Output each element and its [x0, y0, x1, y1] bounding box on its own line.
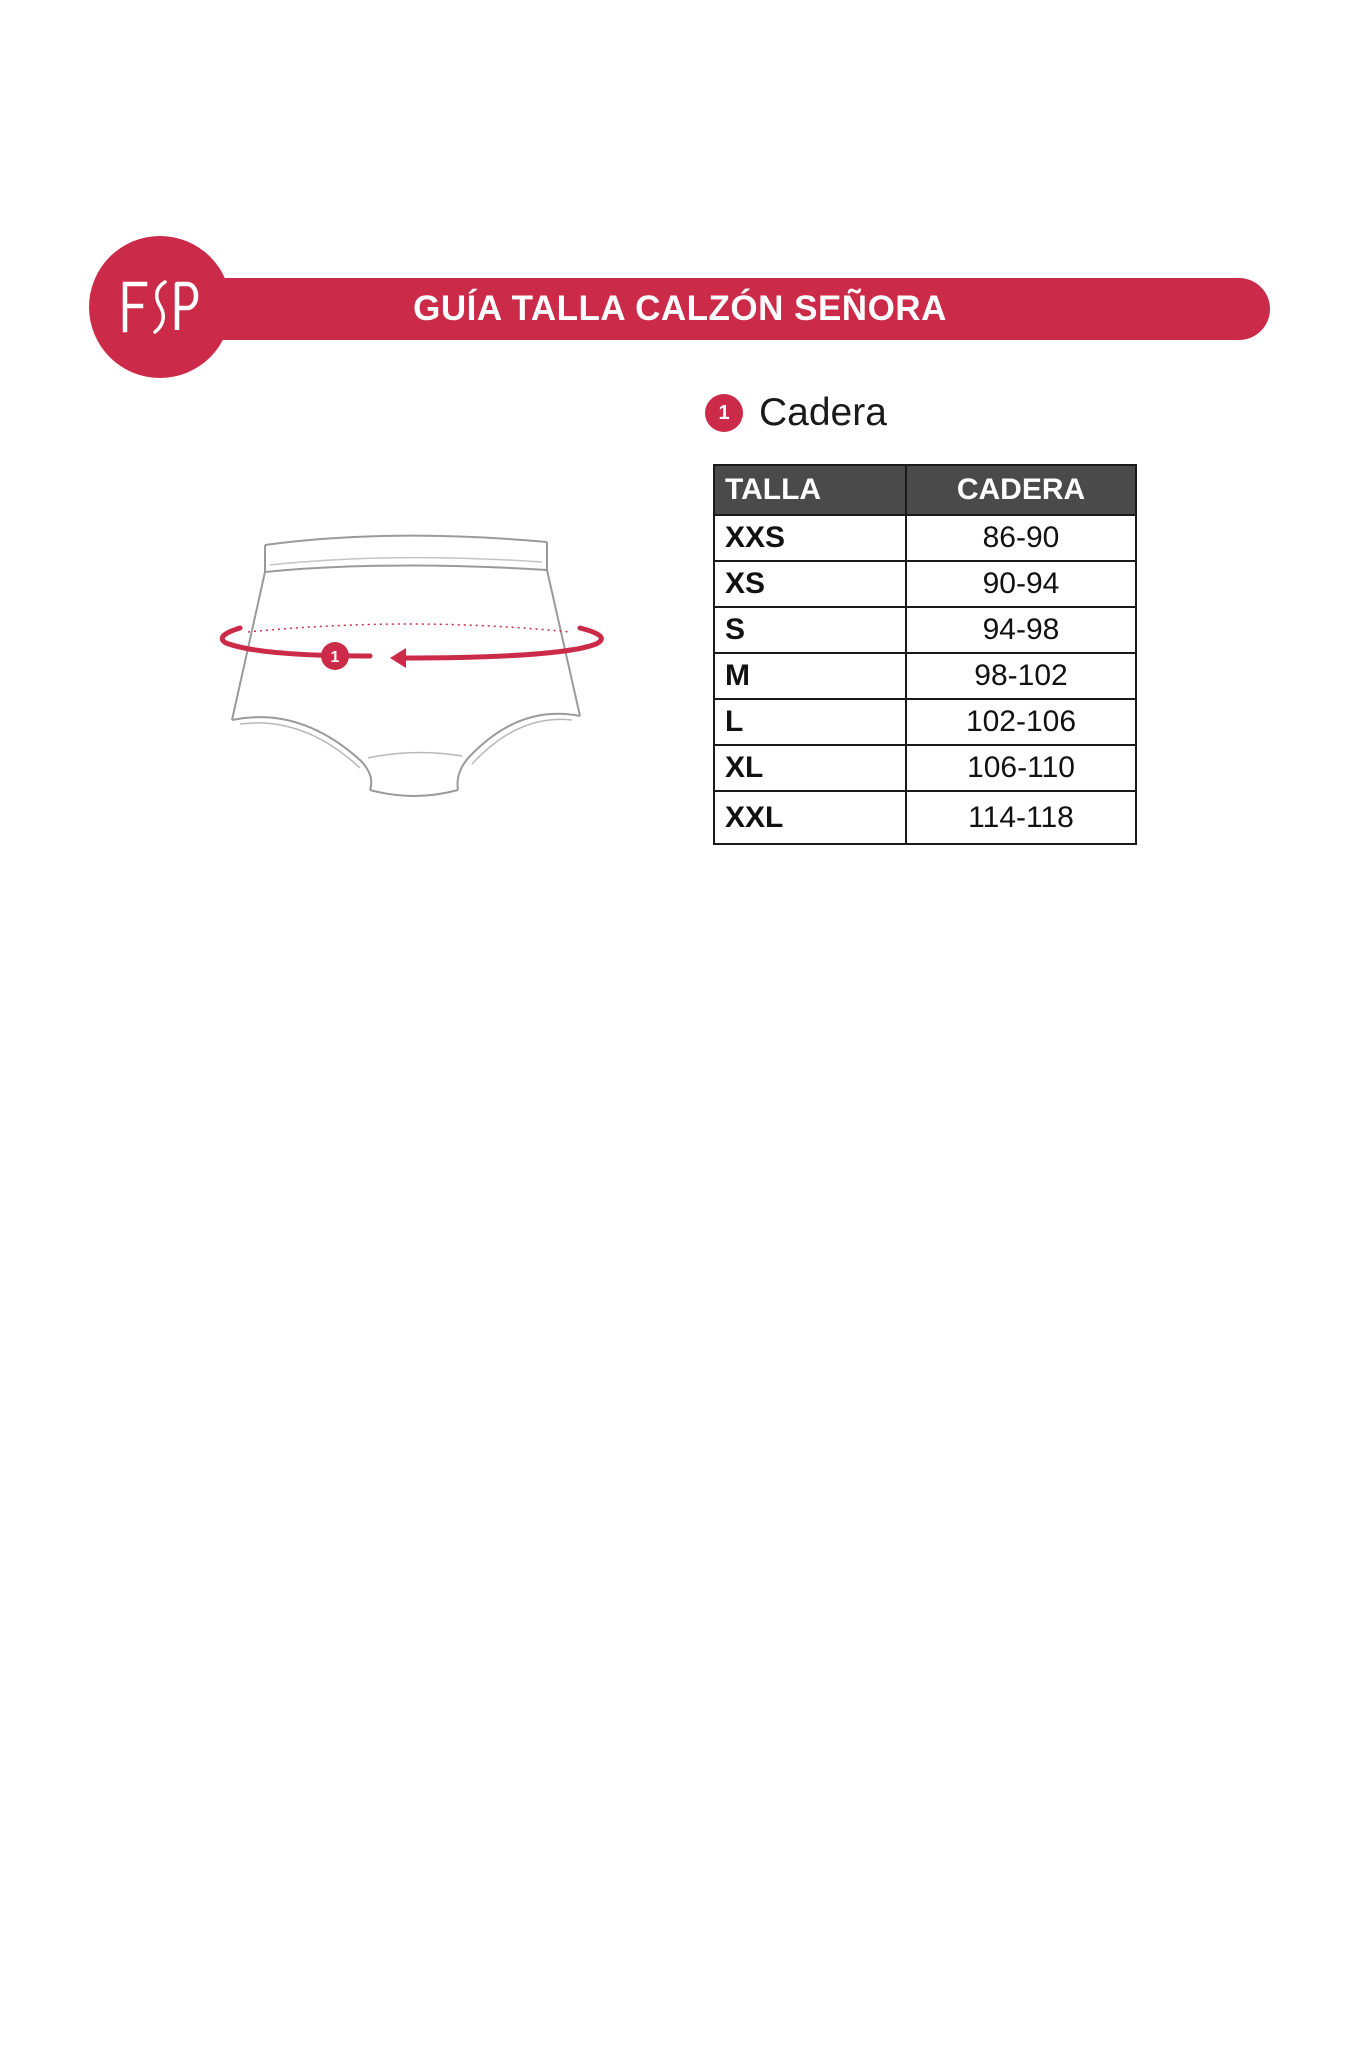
- hip-value-cell: 90-94: [906, 561, 1136, 607]
- measurement-heading: [705, 388, 887, 438]
- hip-value-cell: 106-110: [906, 745, 1136, 791]
- table-row: [714, 791, 1136, 844]
- hip-value-cell: 86-90: [906, 515, 1136, 561]
- column-header-cadera: CADERA: [906, 465, 1136, 515]
- size-cell: L: [714, 699, 906, 745]
- size-cell: XXL: [714, 791, 906, 844]
- table-header-row: [714, 465, 1136, 515]
- table-row: [714, 607, 1136, 653]
- size-cell: S: [714, 607, 906, 653]
- brand-logo: [89, 236, 231, 378]
- fsp-logo-icon: [89, 236, 231, 378]
- size-cell: M: [714, 653, 906, 699]
- hip-value-cell: 94-98: [906, 607, 1136, 653]
- table-row: [714, 653, 1136, 699]
- table-row: [714, 561, 1136, 607]
- illustration-marker-number: 1: [330, 649, 340, 666]
- size-cell: XXS: [714, 515, 906, 561]
- measurement-number-badge: 1: [705, 394, 743, 432]
- hip-value-cell: 102-106: [906, 699, 1136, 745]
- table-row: [714, 699, 1136, 745]
- measurement-label: Cadera: [759, 391, 887, 434]
- briefs-hip-measure-icon: [200, 520, 640, 820]
- hip-value-cell: 98-102: [906, 653, 1136, 699]
- size-chart-table: [713, 464, 1137, 845]
- size-cell: XL: [714, 745, 906, 791]
- column-header-talla: TALLA: [714, 465, 906, 515]
- size-cell: XS: [714, 561, 906, 607]
- table-row: [714, 745, 1136, 791]
- table-row: [714, 515, 1136, 561]
- hip-value-cell: 114-118: [906, 791, 1136, 844]
- page-title: GUÍA TALLA CALZÓN SEÑORA: [413, 289, 947, 328]
- garment-illustration: [200, 520, 640, 825]
